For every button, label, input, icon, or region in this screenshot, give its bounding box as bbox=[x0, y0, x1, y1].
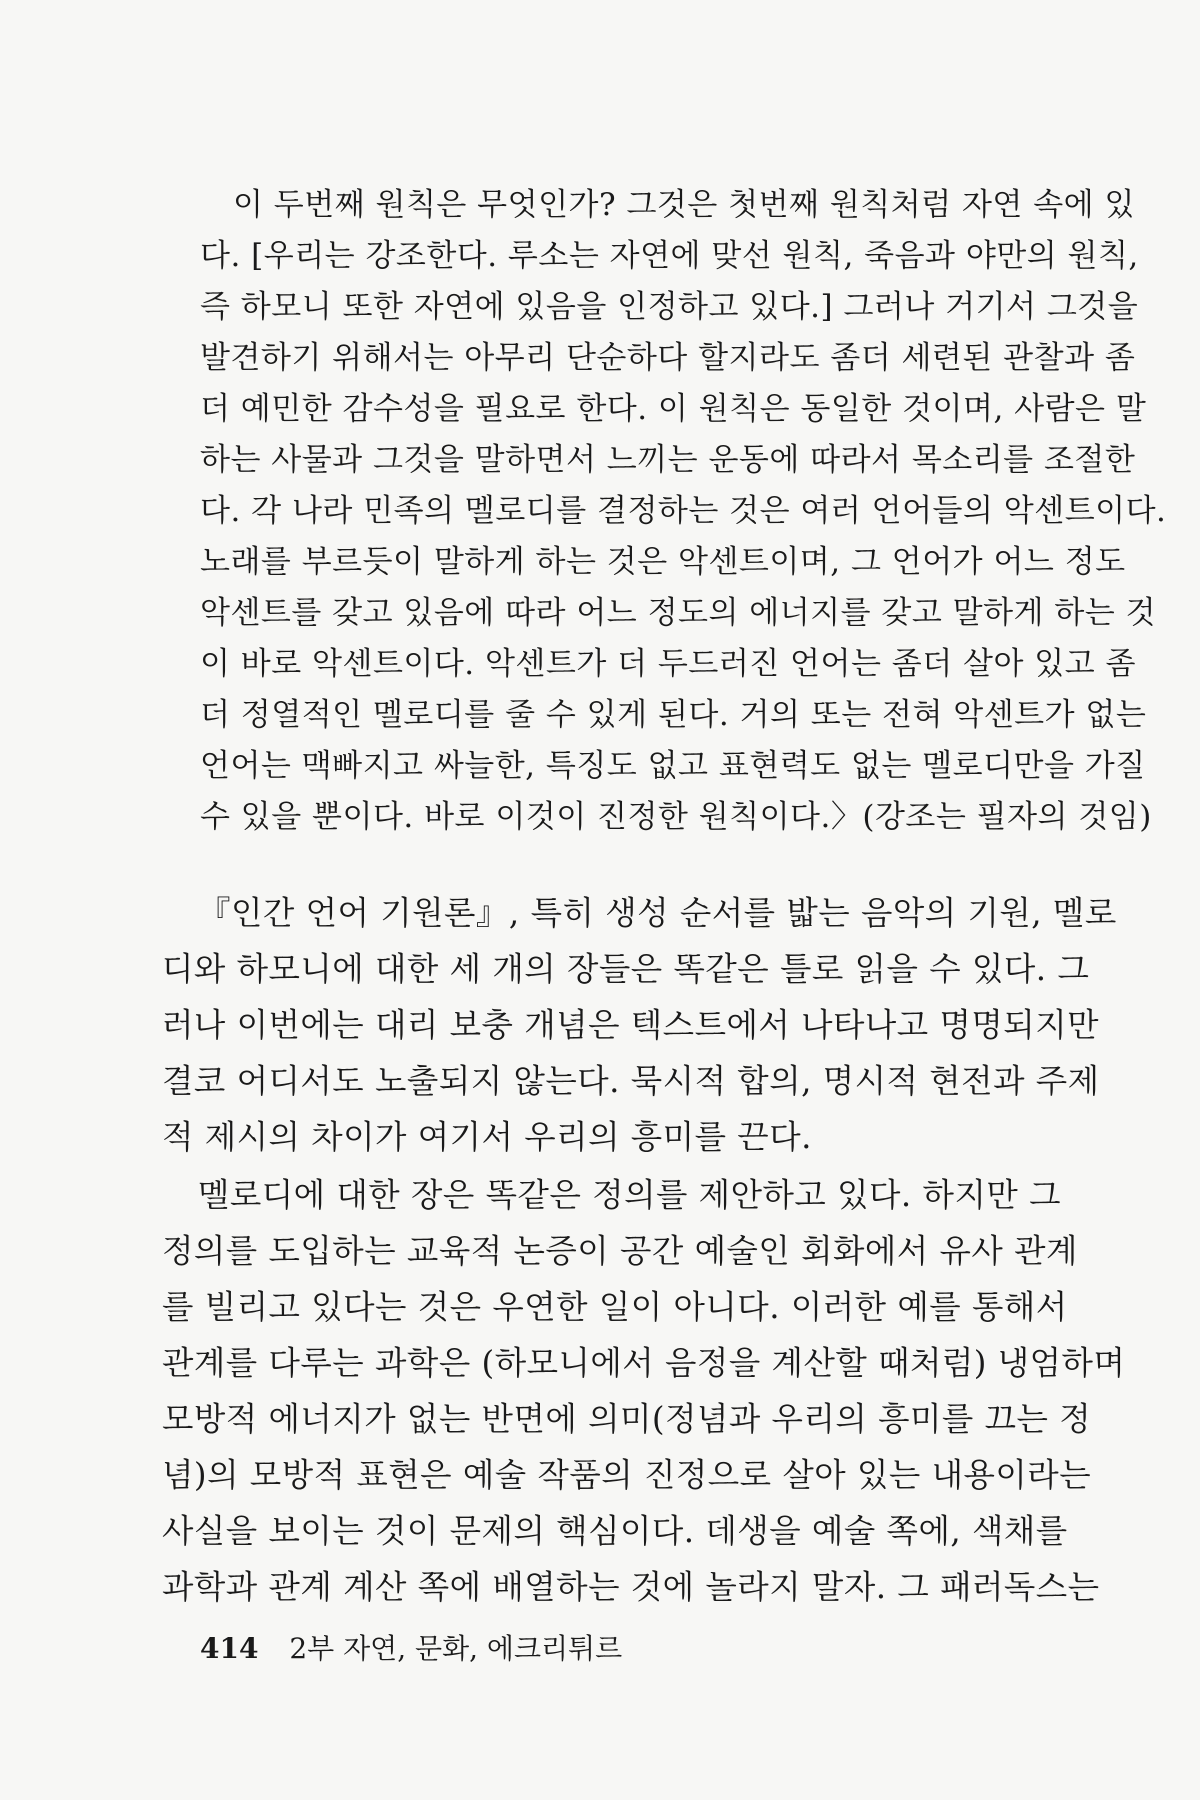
page-footer bbox=[200, 1627, 622, 1667]
paragraph-line: 정의를 도입하는 교육적 논증이 공간 예술인 회화에서 유사 관계 bbox=[162, 1232, 1078, 1270]
quote-line: 즉 하모니 또한 자연에 있음을 인정하고 있다.] 그러나 거기서 그것을 bbox=[200, 289, 1139, 325]
quote-line: 다. [우리는 강조한다. 루소는 자연에 맞선 원칙, 죽음과 야만의 원칙, bbox=[200, 238, 1139, 274]
paragraph bbox=[162, 885, 1117, 1165]
quote-line: 수 있을 뿐이다. 바로 이것이 진정한 원칙이다.〉(강조는 필자의 것임) bbox=[200, 799, 1152, 835]
paragraph-line: 결코 어디서도 노출되지 않는다. 묵시적 합의, 명시적 현전과 주제 bbox=[162, 1062, 1100, 1100]
paragraph-line: 러나 이번에는 대리 보충 개념은 텍스트에서 나타나고 명명되지만 bbox=[162, 1006, 1099, 1044]
paragraph-line: 멜로디에 대한 장은 똑같은 정의를 제안하고 있다. 하지만 그 bbox=[198, 1176, 1061, 1214]
quote-line: 이 바로 악센트이다. 악센트가 더 두드러진 언어는 좀더 살아 있고 좀 bbox=[200, 646, 1136, 682]
page-number: 414 bbox=[200, 1632, 259, 1665]
block-quote bbox=[200, 180, 1167, 843]
paragraph-line: 를 빌리고 있다는 것은 우연한 일이 아니다. 이러한 예를 통해서 bbox=[162, 1288, 1068, 1326]
paragraph-line: 관계를 다루는 과학은 (하모니에서 음정을 계산할 때처럼) 냉엄하며 bbox=[162, 1344, 1126, 1382]
paragraph-line: 『인간 언어 기원론』, 특히 생성 순서를 밟는 음악의 기원, 멜로 bbox=[198, 894, 1117, 932]
paragraph-line: 적 제시의 차이가 여기서 우리의 흥미를 끈다. bbox=[162, 1118, 812, 1156]
quote-line: 언어는 맥빠지고 싸늘한, 특징도 없고 표현력도 없는 멜로디만을 가질 bbox=[200, 748, 1146, 784]
paragraph bbox=[162, 1167, 1126, 1615]
body-text bbox=[162, 885, 1126, 1615]
quote-line: 이 두번째 원칙은 무엇인가? 그것은 첫번째 원칙처럼 자연 속에 있 bbox=[233, 187, 1135, 223]
paragraph-line: 사실을 보이는 것이 문제의 핵심이다. 데생을 예술 쪽에, 색채를 bbox=[162, 1512, 1068, 1550]
quote-line: 하는 사물과 그것을 말하면서 느끼는 운동에 따라서 목소리를 조절한 bbox=[200, 442, 1136, 478]
quote-line: 더 정열적인 멜로디를 줄 수 있게 된다. 거의 또는 전혀 악센트가 없는 bbox=[200, 697, 1147, 733]
quote-line: 다. 각 나라 민족의 멜로디를 결정하는 것은 여러 언어들의 악센트이다. bbox=[200, 493, 1167, 529]
paragraph-line: 과학과 관계 계산 쪽에 배열하는 것에 놀라지 말자. 그 패러독스는 bbox=[162, 1568, 1100, 1606]
paragraph-line: 념)의 모방적 표현은 예술 작품의 진정으로 살아 있는 내용이라는 bbox=[162, 1456, 1092, 1494]
quote-line: 더 예민한 감수성을 필요로 한다. 이 원칙은 동일한 것이며, 사람은 말 bbox=[200, 391, 1147, 427]
running-title: 2부 자연, 문화, 에크리튀르 bbox=[289, 1632, 623, 1665]
quote-line: 발견하기 위해서는 아무리 단순하다 할지라도 좀더 세련된 관찰과 좀 bbox=[200, 340, 1136, 376]
paragraph-line: 디와 하모니에 대한 세 개의 장들은 똑같은 틀로 읽을 수 있다. 그 bbox=[162, 950, 1090, 988]
paragraph-line: 모방적 에너지가 없는 반면에 의미(정념과 우리의 흥미를 끄는 정 bbox=[162, 1400, 1092, 1438]
quote-line: 노래를 부르듯이 말하게 하는 것은 악센트이며, 그 언어가 어느 정도 bbox=[200, 544, 1126, 580]
quote-line: 악센트를 갖고 있음에 따라 어느 정도의 에너지를 갖고 말하게 하는 것 bbox=[200, 595, 1157, 631]
